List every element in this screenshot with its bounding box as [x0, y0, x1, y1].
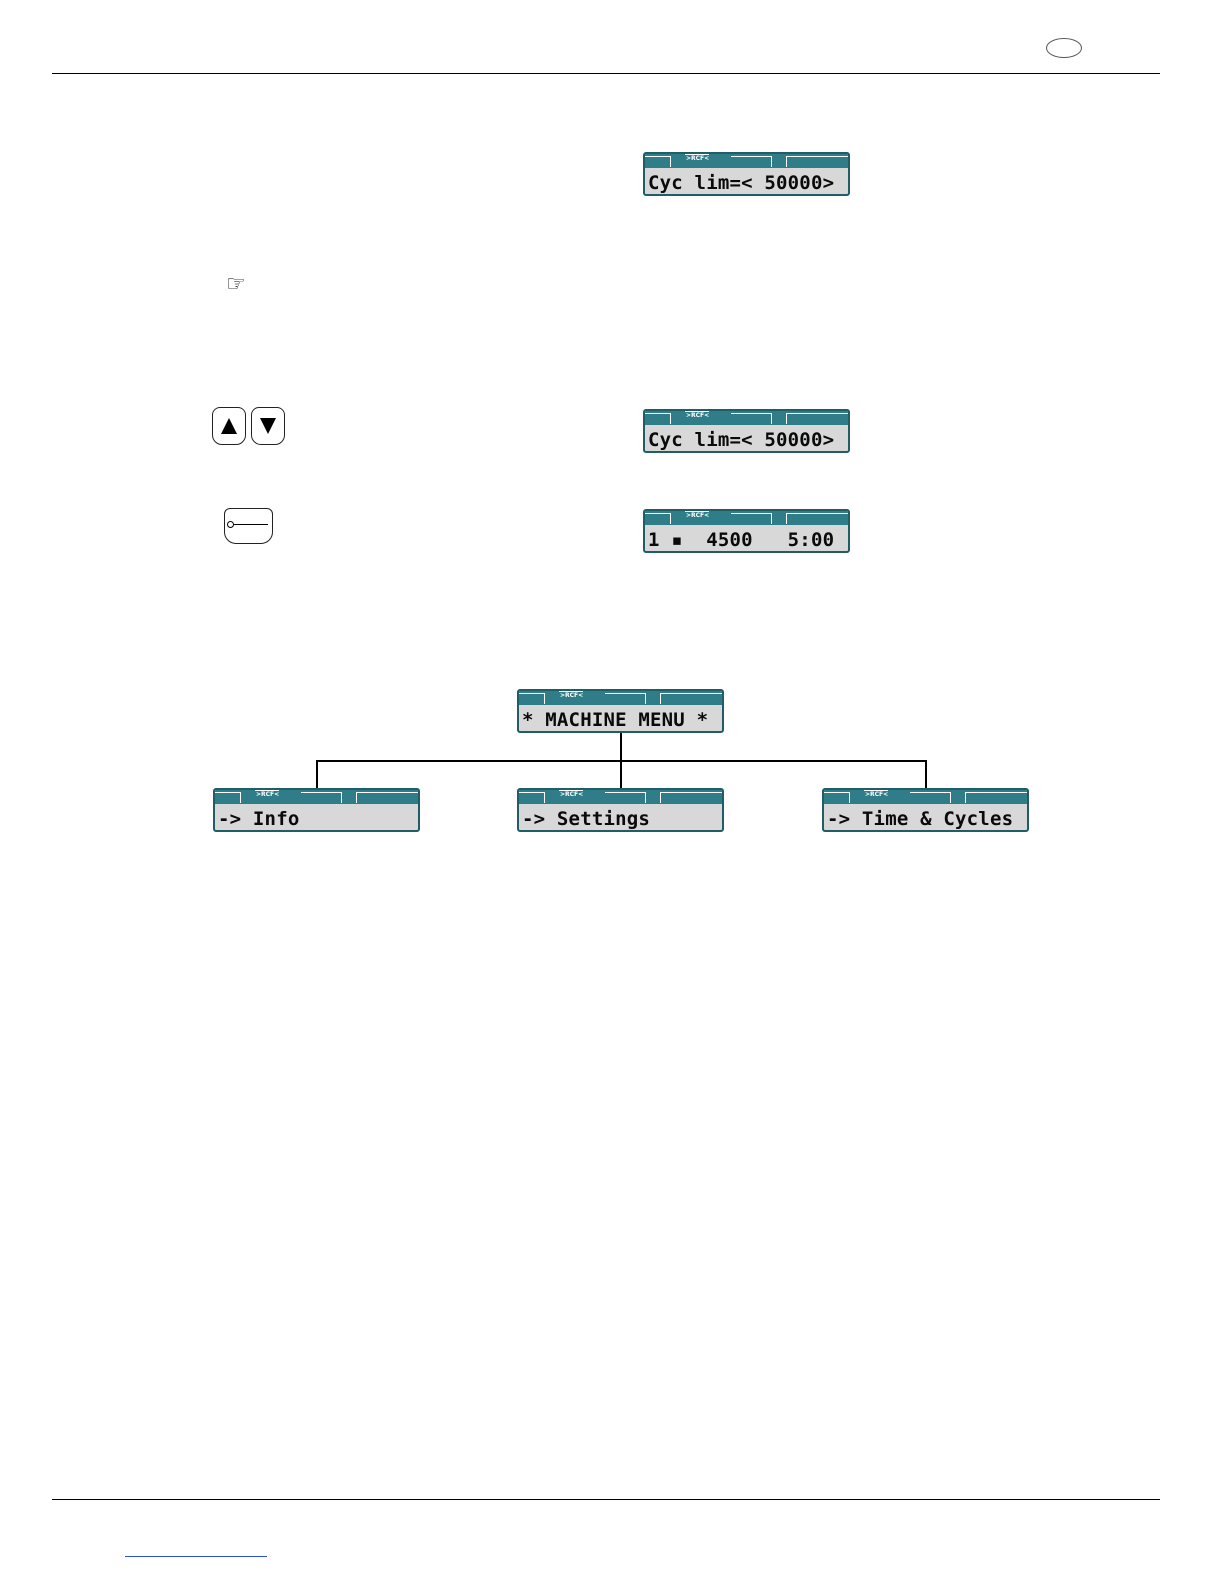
header-rule — [52, 73, 1160, 74]
lcd-menu-item-time-cycles — [822, 788, 1029, 832]
rcf-indicator: >RCF< — [865, 791, 889, 798]
rcf-indicator: >RCF< — [686, 512, 710, 519]
lcd-cycle-limit-display — [643, 152, 850, 196]
lcd-menu-item-info — [213, 788, 420, 832]
tree-connector — [620, 733, 622, 761]
lcd-status-display — [643, 509, 850, 553]
lcd-text: Cyc lim=< 50000> — [648, 172, 835, 194]
lcd-cycle-limit-display — [643, 409, 850, 453]
rcf-indicator: >RCF< — [560, 791, 584, 798]
lcd-text: * MACHINE MENU * — [522, 709, 709, 731]
lcd-text: -> Settings — [522, 808, 651, 830]
rcf-indicator: >RCF< — [256, 791, 280, 798]
hand-pointer-icon: ☞ — [226, 272, 246, 297]
lcd-text: Cyc lim=< 50000> — [648, 429, 835, 451]
tree-connector — [620, 760, 622, 789]
language-badge — [1046, 38, 1082, 58]
rcf-indicator: >RCF< — [560, 692, 584, 699]
tree-connector — [925, 760, 927, 789]
lcd-menu-item-settings — [517, 788, 724, 832]
tree-connector — [316, 760, 318, 789]
lcd-text: 1 ▪ 4500 5:00 — [648, 529, 835, 551]
lcd-text: -> Time & Cycles — [827, 808, 1014, 830]
lcd-text: -> Info — [218, 808, 300, 830]
rcf-indicator: >RCF< — [686, 155, 710, 162]
down-arrow-key-icon — [251, 407, 285, 445]
footer-rule — [52, 1499, 1160, 1500]
footer-link[interactable] — [125, 1556, 267, 1557]
enter-key-icon — [224, 508, 273, 544]
up-arrow-key-icon — [212, 407, 246, 445]
rcf-indicator: >RCF< — [686, 412, 710, 419]
lcd-machine-menu-root — [517, 689, 724, 733]
